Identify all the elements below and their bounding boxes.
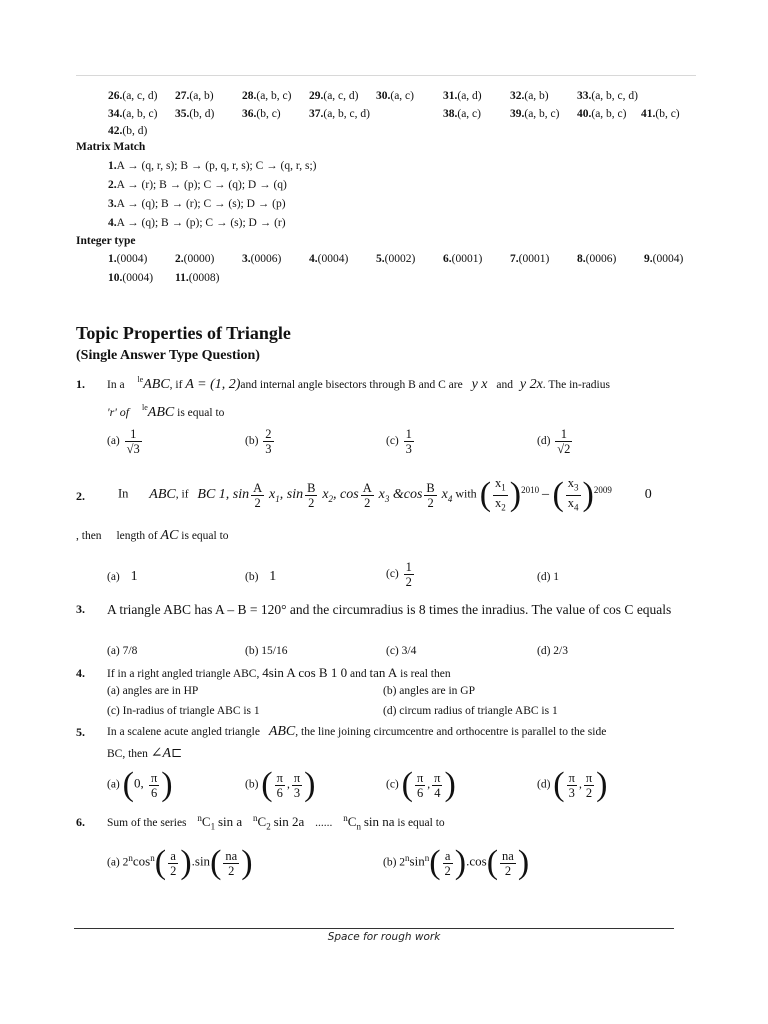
q6-option-a[interactable]: (a) $2^n\cos^n$( $\frac{a}{2}$ ).sin( $\frac{na}{2}$ ) xyxy=(107,844,253,881)
q3-option-a[interactable]: (a) 7/8 xyxy=(107,645,138,657)
question-3-text: A triangle ABC has A – B = 120° and the circumradius is 8 times the inradius. The value of cos C equals xyxy=(107,602,672,617)
question-4-text: If in a right angled triangle ABC, 4sin A cos B 1 0 and tan A is real then xyxy=(107,665,451,680)
q1-option-d[interactable]: (d) $\frac{1}{√2}$ xyxy=(537,427,571,456)
topic-title: Topic Properties of Triangle xyxy=(76,323,291,343)
question-5-line-2: BC, then ∠A⊏ xyxy=(107,745,183,761)
question-2-line-2: , then length of AC is equal to xyxy=(76,528,229,543)
question-number: 2. xyxy=(76,489,85,503)
q2-option-d[interactable]: (d) 1 xyxy=(537,571,560,583)
question-2-line-1: In ABC, if BC 1, sin $\frac{A}{2}$ $x_1$, sin $\frac{B}{2}$ $x_2$, cos $\frac{A}{2}$ $x_3$ &cos $\frac{B}{2}$ $x_4$ with ( $\frac{x_1}{x_2}$ )$^{2010}$ – ( $\frac{x_3}{x_4}$ )$^{2009}$ 0 xyxy=(118,476,652,513)
q5-option-d[interactable]: (d) ( $\frac{\pi}{3}$ , $\frac{\pi}{2}$ ) xyxy=(537,766,608,803)
matrix-match-line: 1.A → (q, r, s); B → (p, q, r, s); C → (q, r, s;) xyxy=(108,160,317,172)
question-1-line-2: 'r' of $^{le}$ABC is equal to xyxy=(107,403,225,420)
question-number: 1. xyxy=(76,377,85,391)
question-number: 3. xyxy=(76,602,85,616)
matrix-match-line: 3.A → (q); B → (r); C → (s); D → (p) xyxy=(108,198,286,210)
question-number: 6. xyxy=(76,815,85,829)
q2-option-b[interactable]: (b) 1 xyxy=(245,569,277,584)
q4-option-a[interactable]: (a) angles are in HP xyxy=(107,685,199,697)
topic-subtitle: (Single Answer Type Question) xyxy=(76,348,260,363)
q1-option-b[interactable]: (b) $\frac{2}{3}$ xyxy=(245,427,272,456)
q3-option-d[interactable]: (d) 2/3 xyxy=(537,645,568,657)
footer-text: Space for rough work xyxy=(327,931,441,943)
matrix-match-line: 4.A → (q); B → (p); C → (s); D → (r) xyxy=(108,217,286,229)
footer-divider xyxy=(74,928,674,929)
q4-option-b[interactable]: (b) angles are in GP xyxy=(383,685,475,697)
matrix-match-line: 2.A → (r); B → (p); C → (q); D → (q) xyxy=(108,179,287,191)
q5-option-a[interactable]: (a) (0, $\frac{\pi}{6}$ ) xyxy=(107,766,173,803)
question-number: 4. xyxy=(76,666,85,680)
q3-option-b[interactable]: (b) 15/16 xyxy=(245,645,288,657)
q3-option-c[interactable]: (c) 3/4 xyxy=(386,645,417,657)
question-number: 5. xyxy=(76,725,85,739)
q4-option-d[interactable]: (d) circum radius of triangle ABC is 1 xyxy=(383,705,558,717)
q2-option-c[interactable]: (c) $\frac{1}{2}$ xyxy=(386,560,412,589)
q1-option-a[interactable]: (a) $\frac{1}{√3}$ xyxy=(107,427,140,456)
q5-option-b[interactable]: (b) ( $\frac{\pi}{6}$ , $\frac{\pi}{3}$ ) xyxy=(245,766,316,803)
q4-option-c[interactable]: (c) In-radius of triangle ABC is 1 xyxy=(107,705,260,717)
question-1-line-1: In a $^{le}$ABC, if A = (1, 2)and internal angle bisectors through B and C are y x and y 2x. The in-radius xyxy=(107,375,610,392)
q2-option-a[interactable]: (a) 1 xyxy=(107,569,138,584)
question-6-text: Sum of the series $^nC_1$ sin a $^nC_2$ sin 2a ...... $^nC_n$ sin na is equal to xyxy=(107,813,445,832)
q6-option-b[interactable]: (b) $2^n\sin^n$( $\frac{a}{2}$ ).cos( $\frac{na}{2}$ ) xyxy=(383,844,530,881)
question-5-line-1: In a scalene acute angled triangle ABC, the line joining circumcentre and orthocentre is parallel to the side xyxy=(107,724,607,739)
integer-type-heading: Integer type xyxy=(76,235,136,247)
top-divider xyxy=(76,75,696,76)
matrix-match-heading: Matrix Match xyxy=(76,141,146,153)
q5-option-c[interactable]: (c) ( $\frac{\pi}{6}$ , $\frac{\pi}{4}$ ) xyxy=(386,766,456,803)
q1-option-c[interactable]: (c) $\frac{1}{3}$ xyxy=(386,427,412,456)
